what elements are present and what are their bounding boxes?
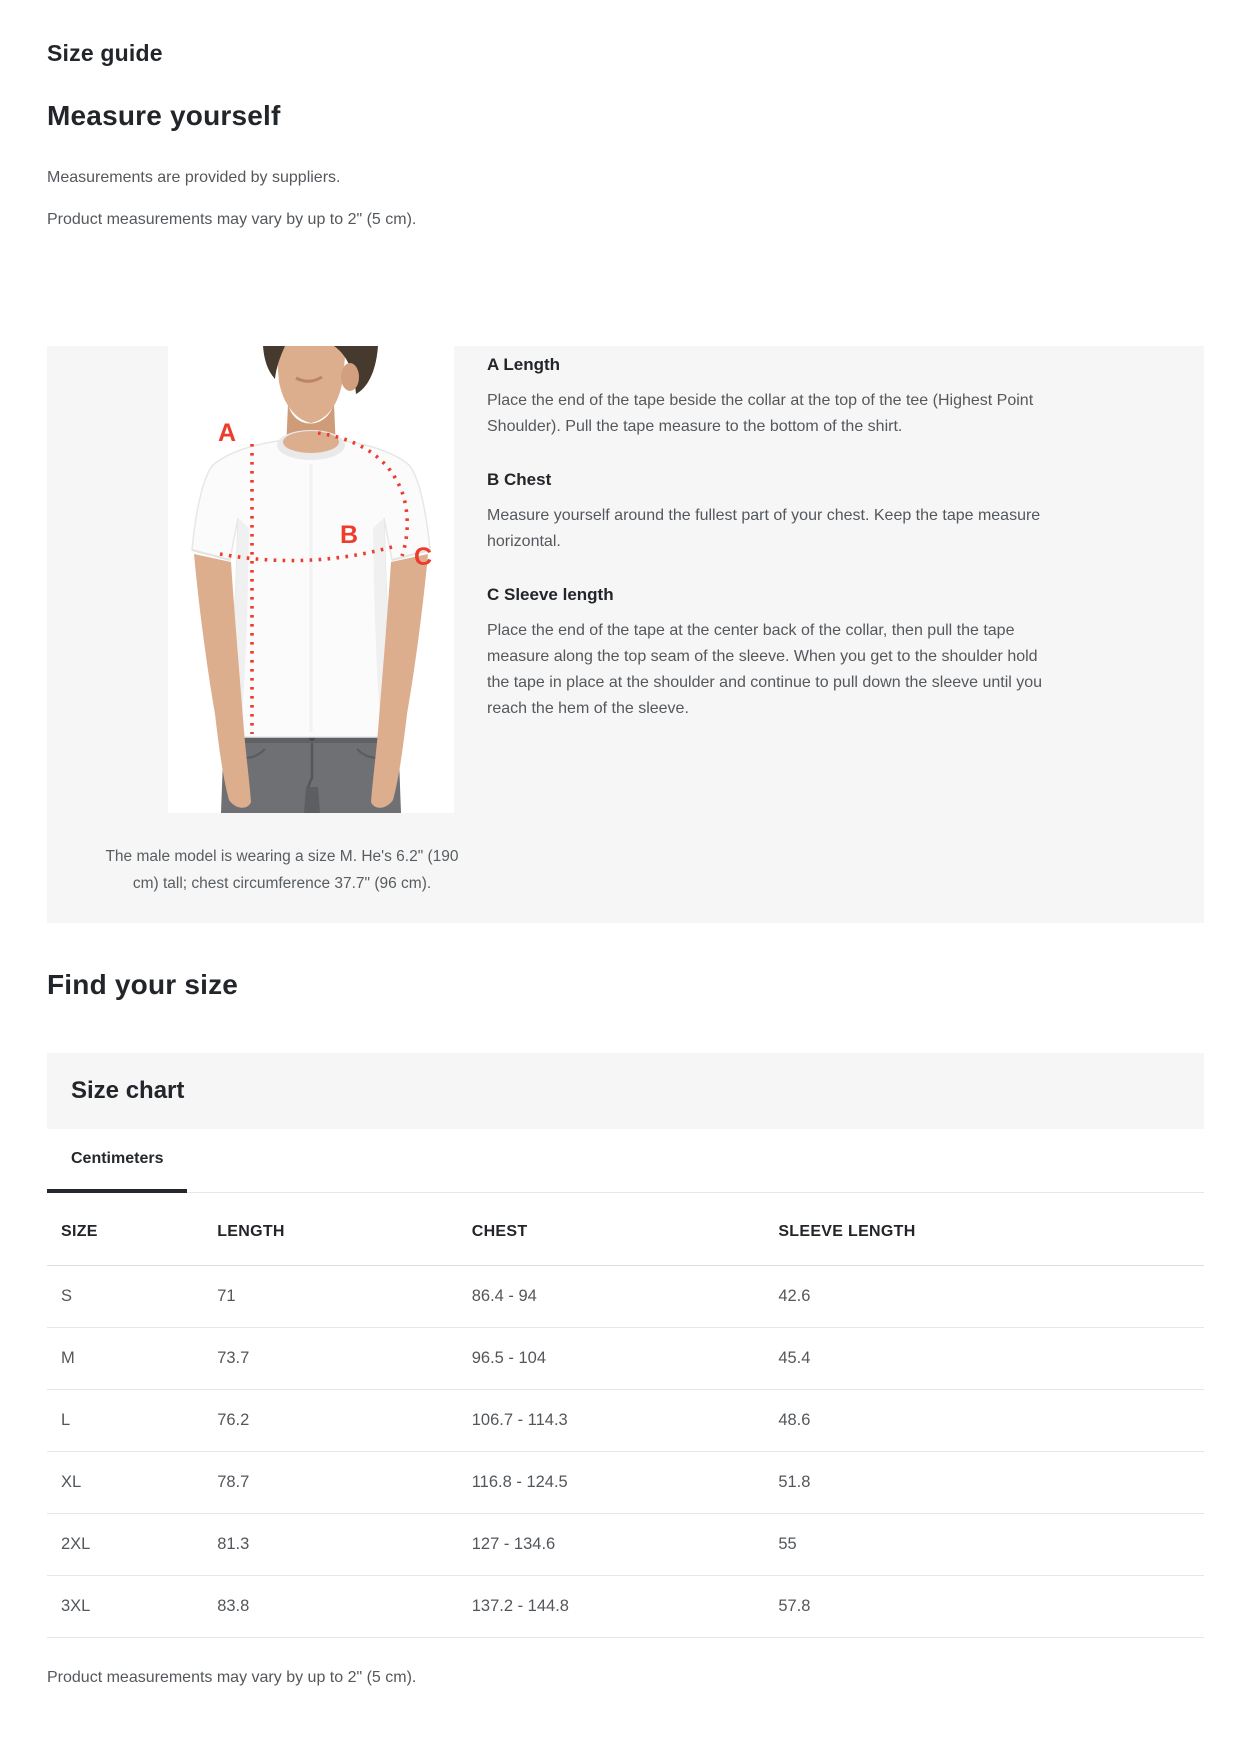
model-photo-column — [47, 346, 487, 897]
size-chart-table — [47, 1193, 1204, 1638]
intro-paragraph-1: Measurements are provided by suppliers. — [47, 169, 341, 186]
cell-size: 2XL — [47, 1514, 203, 1576]
intro-paragraph-2: Product measurements may vary by up to 2" (5 cm). — [47, 211, 417, 228]
measure-yourself-heading: Measure yourself — [47, 100, 281, 131]
marker-a-label: A — [218, 419, 237, 447]
instructions-column — [487, 346, 1204, 897]
cell-length: 71 — [203, 1266, 458, 1328]
instruction-length — [487, 355, 1047, 440]
cell-length: 78.7 — [203, 1452, 458, 1514]
instruction-length-title: A Length — [487, 355, 561, 374]
instruction-sleeve-text: Place the end of the tape at the center back of the collar, then pull the tape measure along the top seam of the sleeve. When you get to the shoulder hold the tape in place at the shoulder and continue to pull down the sleeve until you reach the hem of the sleeve. — [487, 622, 1043, 717]
cell-sleeve-length: 51.8 — [764, 1452, 1204, 1514]
table-row — [47, 1266, 1204, 1328]
cell-chest: 96.5 - 104 — [458, 1328, 765, 1390]
table-row — [47, 1390, 1204, 1452]
column-length: LENGTH — [203, 1193, 458, 1266]
cell-sleeve-length: 48.6 — [764, 1390, 1204, 1452]
cell-sleeve-length: 57.8 — [764, 1576, 1204, 1638]
column-chest: CHEST — [458, 1193, 765, 1266]
instruction-length-text: Place the end of the tape beside the collar at the top of the tee (Highest Point Shoulder). Pull the tape measure to the bottom of the shirt. — [487, 392, 1034, 435]
column-size: SIZE — [47, 1193, 203, 1266]
marker-c-label: C — [414, 543, 433, 571]
table-body — [47, 1266, 1204, 1638]
size-guide-page — [0, 40, 1251, 1742]
measure-panel — [47, 346, 1204, 923]
cell-chest: 127 - 134.6 — [458, 1514, 765, 1576]
cell-chest: 116.8 - 124.5 — [458, 1452, 765, 1514]
cell-sleeve-length: 55 — [764, 1514, 1204, 1576]
size-chart-title: Size chart — [71, 1077, 185, 1104]
cell-length: 76.2 — [203, 1390, 458, 1452]
cell-length: 73.7 — [203, 1328, 458, 1390]
table-header-row — [47, 1193, 1204, 1266]
cell-sleeve-length: 42.6 — [764, 1266, 1204, 1328]
model-illustration — [168, 346, 454, 813]
instruction-sleeve — [487, 585, 1047, 722]
table-row — [47, 1576, 1204, 1638]
intro-text — [47, 165, 1204, 233]
tab-centimeters[interactable]: Centimeters — [47, 1129, 187, 1193]
cell-chest: 137.2 - 144.8 — [458, 1576, 765, 1638]
size-chart-card — [47, 1053, 1204, 1687]
model-caption: The male model is wearing a size M. He's 6.2" (190 cm) tall; chest circumference 37.7" (96 cm). — [105, 848, 459, 892]
table-row — [47, 1328, 1204, 1390]
size-chart-footnote: Product measurements may vary by up to 2" (5 cm). — [47, 1669, 417, 1686]
find-your-size-heading: Find your size — [47, 969, 239, 1000]
instruction-sleeve-title: C Sleeve length — [487, 585, 614, 604]
unit-tabs — [47, 1129, 1204, 1193]
cell-length: 81.3 — [203, 1514, 458, 1576]
table-row — [47, 1452, 1204, 1514]
size-chart-header — [47, 1053, 1204, 1129]
cell-size: M — [47, 1328, 203, 1390]
instruction-chest — [487, 470, 1047, 555]
column-sleeve-length: SLEEVE LENGTH — [764, 1193, 1204, 1266]
page-title: Size guide — [47, 40, 163, 66]
cell-chest: 86.4 - 94 — [458, 1266, 765, 1328]
cell-sleeve-length: 45.4 — [764, 1328, 1204, 1390]
cell-size: L — [47, 1390, 203, 1452]
instruction-chest-text: Measure yourself around the fullest part of your chest. Keep the tape measure horizontal. — [487, 507, 1041, 550]
instruction-chest-title: B Chest — [487, 470, 552, 489]
cell-chest: 106.7 - 114.3 — [458, 1390, 765, 1452]
cell-size: XL — [47, 1452, 203, 1514]
cell-size: 3XL — [47, 1576, 203, 1638]
marker-b-label: B — [340, 521, 359, 549]
cell-size: S — [47, 1266, 203, 1328]
cell-length: 83.8 — [203, 1576, 458, 1638]
table-row — [47, 1514, 1204, 1576]
model-measurement-photo — [168, 346, 454, 813]
